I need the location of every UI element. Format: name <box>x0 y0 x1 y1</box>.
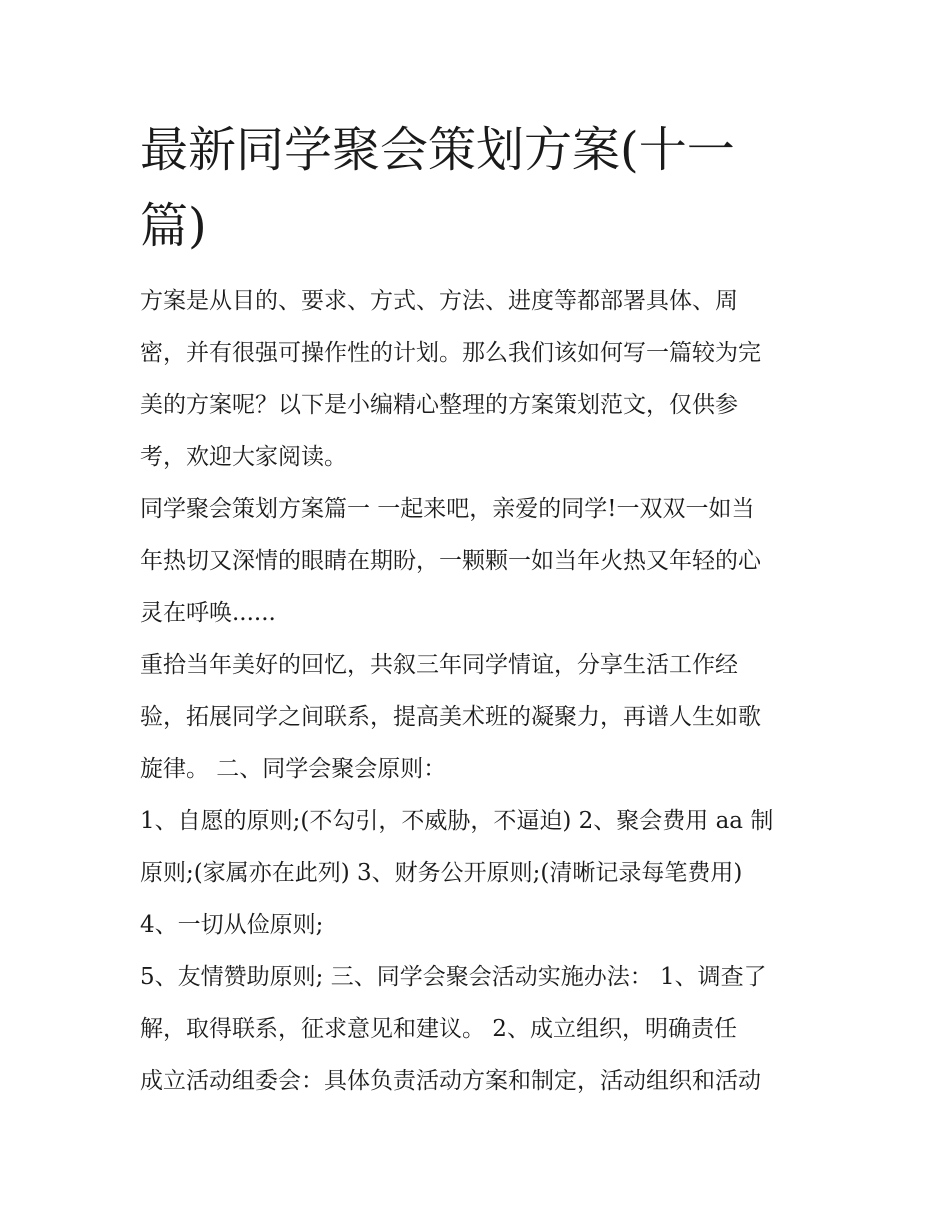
body-line: 4、一切从俭原则; <box>140 912 324 938</box>
body-line: 重拾当年美好的回忆，共叙三年同学情谊，分享生活工作经 <box>140 652 738 678</box>
body-line: 成立活动组委会：具体负责活动方案和制定，活动组织和活动 <box>140 1068 761 1094</box>
body-line: 考，欢迎大家阅读。 <box>140 444 347 470</box>
body-line: 密，并有很强可操作性的计划。那么我们该如何写一篇较为完 <box>140 340 761 366</box>
body-line: 5、友情赞助原则; 三、同学会聚会活动实施办法： 1、调查了 <box>140 964 767 990</box>
title-line-1: 最新同学聚会策划方案(十一 <box>140 122 735 178</box>
body-line: 美的方案呢？以下是小编精心整理的方案策划范文，仅供参 <box>140 392 738 418</box>
document-title <box>140 112 820 264</box>
body-line: 方案是从目的、要求、方式、方法、进度等都部署具体、周 <box>140 288 738 314</box>
body-line: 旋律。 二、同学会聚会原则： <box>140 756 447 782</box>
body-line: 同学聚会策划方案篇一 一起来吧，亲爱的同学!一双双一如当 <box>140 496 755 522</box>
body-line: 验，拓展同学之间联系，提高美术班的凝聚力，再谱人生如歌 <box>140 704 761 730</box>
title-line-2: 篇) <box>140 198 207 254</box>
body-line: 原则;(家属亦在此列) 3、财务公开原则;(清晰记录每笔费用) <box>140 860 743 886</box>
document-body <box>140 280 820 1112</box>
body-line: 灵在呼唤...... <box>140 600 276 626</box>
body-line: 年热切又深情的眼睛在期盼，一颗颗一如当年火热又年轻的心 <box>140 548 761 574</box>
body-line: 1、自愿的原则;(不勾引，不威胁，不逼迫) 2、聚会费用 aa 制 <box>140 808 774 834</box>
body-line: 解，取得联系，征求意见和建议。 2、成立组织，明确责任 <box>140 1016 737 1042</box>
